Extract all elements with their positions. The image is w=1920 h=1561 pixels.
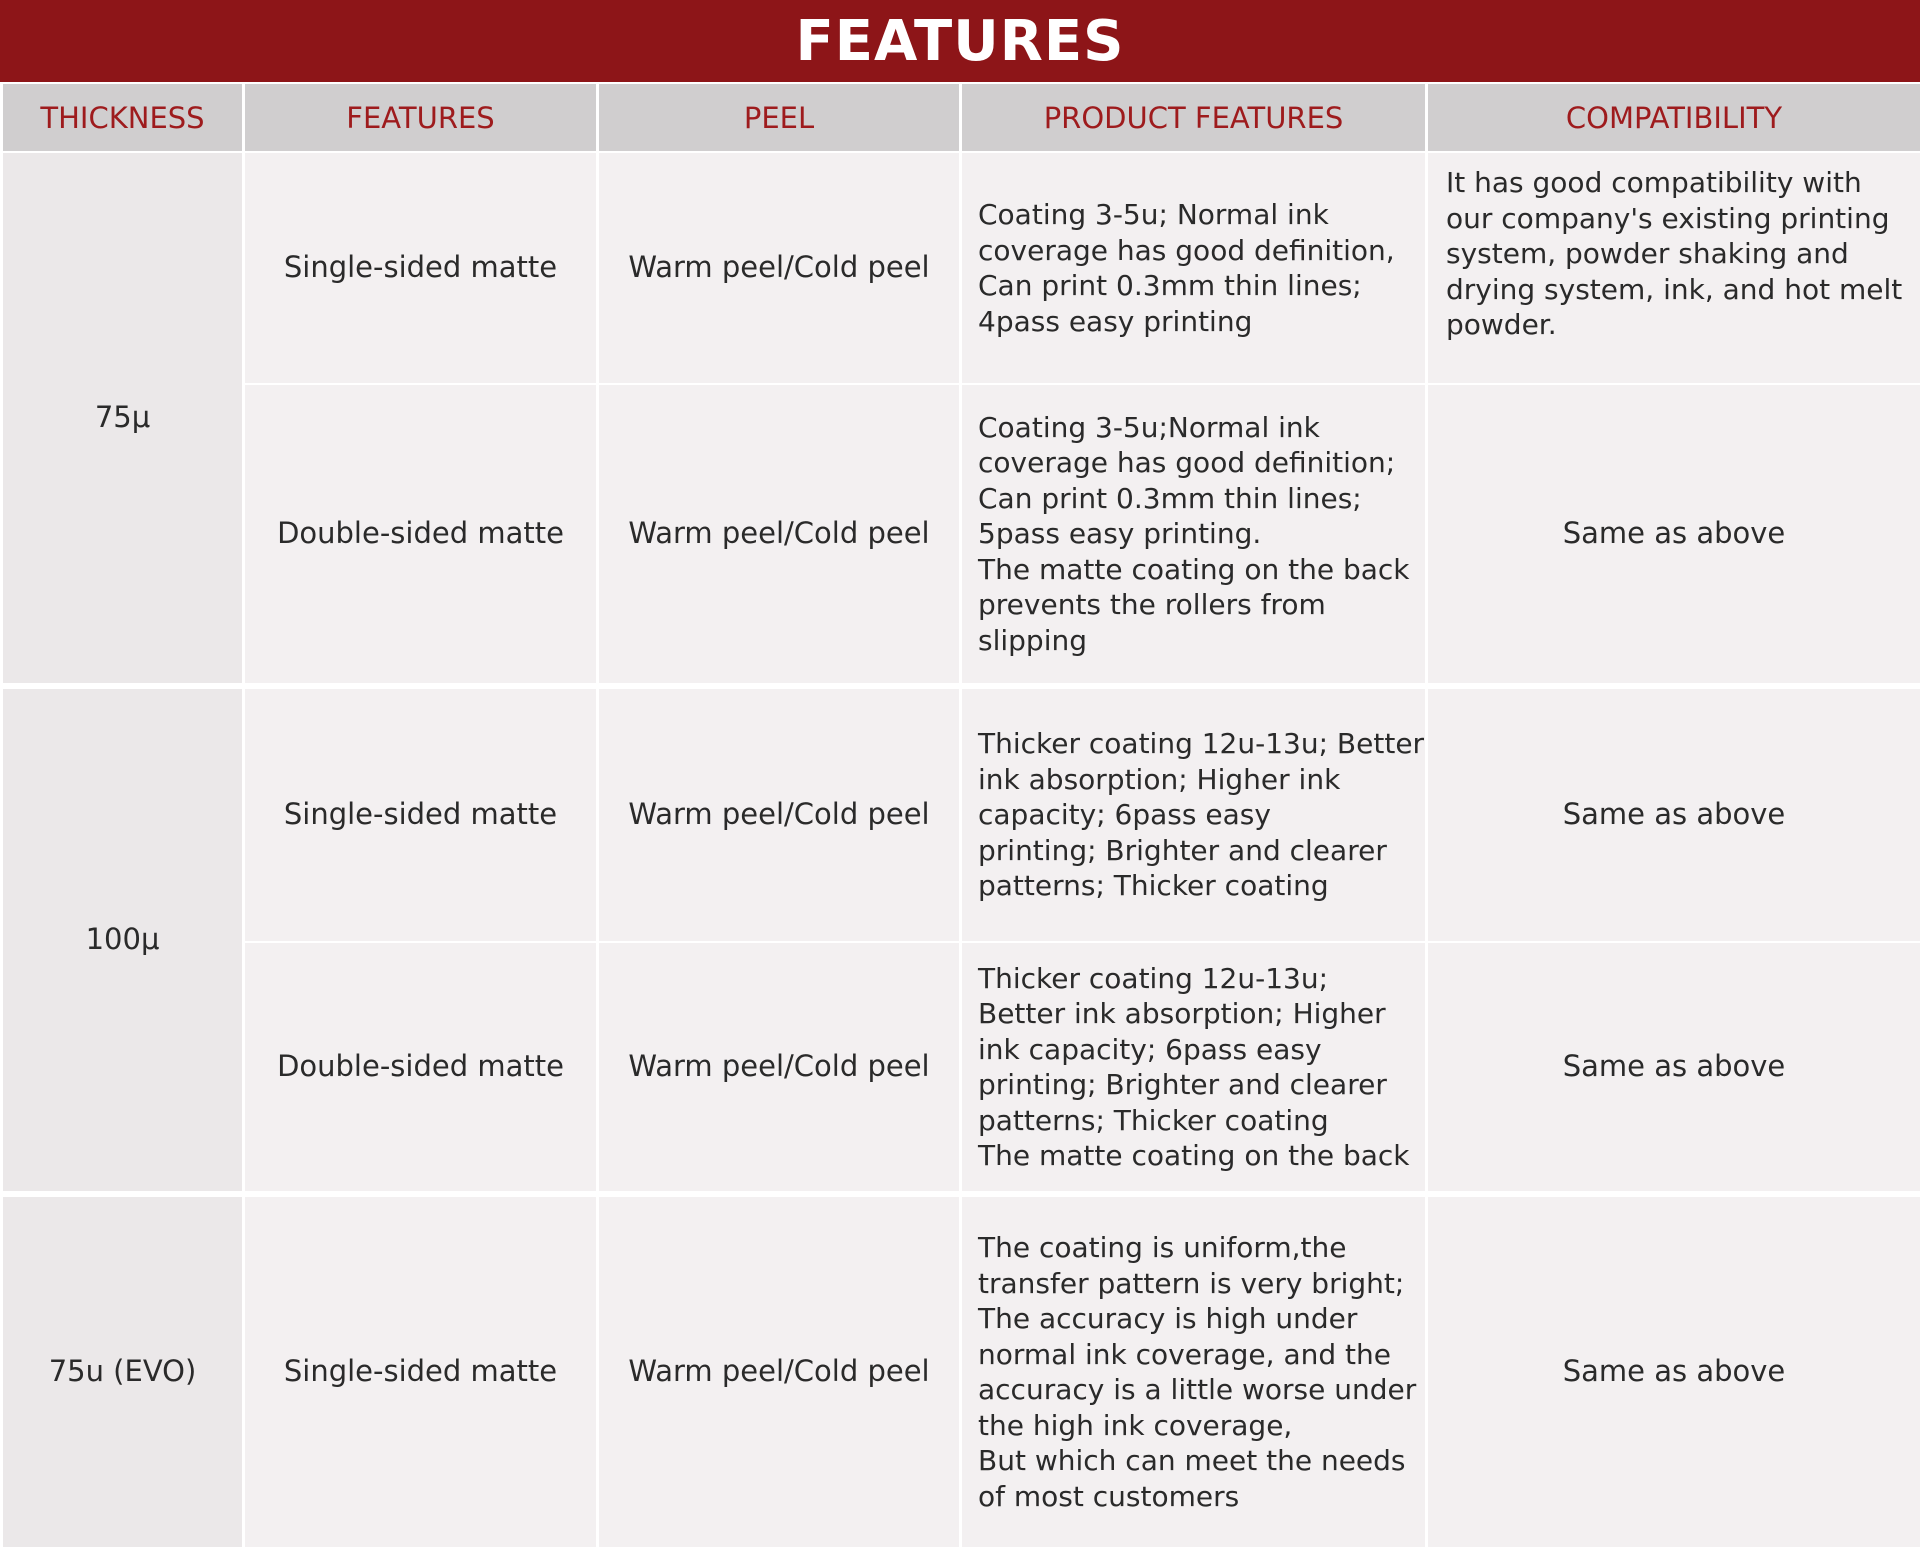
page-title-banner <box>0 0 1920 82</box>
compatibility-line: system, powder shaking and <box>1446 237 1849 270</box>
table-row <box>2 384 1920 686</box>
product-line: printing; Brighter and clearer <box>978 833 1387 867</box>
product-line: transfer pattern is very bright; <box>978 1266 1405 1300</box>
header-features: FEATURES <box>244 84 598 152</box>
product-line: patterns; Thicker coating <box>978 1103 1329 1137</box>
header-product-features: PRODUCT FEATURES <box>961 84 1427 152</box>
product-line: printing; Brighter and clearer <box>978 1068 1387 1101</box>
product-line: capacity; 6pass easy <box>978 798 1271 832</box>
thickness-cell: 100μ <box>2 686 244 1194</box>
product-line: slipping <box>978 623 1087 657</box>
peel-cell: Warm peel/Cold peel <box>598 384 961 686</box>
product-line: 5pass easy printing. <box>978 517 1262 551</box>
feature-cell: Double-sided matte <box>244 942 598 1194</box>
product-features-cell <box>961 152 1427 384</box>
peel-cell: Warm peel/Cold peel <box>598 152 961 384</box>
product-features-cell <box>961 384 1427 686</box>
product-line: Thicker coating 12u-13u; Better <box>978 727 1425 761</box>
compatibility-cell: Same as above <box>1427 384 1920 686</box>
table-row <box>2 1194 1920 1548</box>
product-line: normal ink coverage, and the <box>978 1337 1391 1371</box>
product-line: Better ink absorption; Higher <box>978 997 1386 1030</box>
feature-cell: Single-sided matte <box>244 1194 598 1548</box>
product-line: 4pass easy printing <box>978 304 1253 338</box>
feature-cell: Single-sided matte <box>244 686 598 942</box>
thickness-cell: 75u (EVO) <box>2 1194 244 1548</box>
product-line: Coating 3-5u; Normal ink <box>978 198 1329 231</box>
product-line: the high ink coverage, <box>978 1408 1293 1442</box>
product-line: of most customers <box>978 1479 1240 1513</box>
peel-cell: Warm peel/Cold peel <box>598 942 961 1194</box>
compatibility-cell: Same as above <box>1427 942 1920 1194</box>
compatibility-line: drying system, ink, and hot melt <box>1446 272 1903 306</box>
table-row <box>2 942 1920 1194</box>
product-features-cell <box>961 686 1427 942</box>
product-features-cell <box>961 942 1427 1194</box>
page-title: FEATURES <box>795 8 1125 74</box>
peel-cell: Warm peel/Cold peel <box>598 686 961 942</box>
compatibility-cell: Same as above <box>1427 1194 1920 1548</box>
product-line: patterns; Thicker coating <box>978 869 1329 903</box>
feature-cell: Double-sided matte <box>244 384 598 686</box>
compatibility-line: It has good compatibility with <box>1446 166 1862 199</box>
product-features-cell <box>961 1194 1427 1548</box>
product-line: Can print 0.3mm thin lines; <box>978 269 1362 302</box>
product-line: prevents the rollers from <box>978 588 1326 622</box>
header-thickness: THICKNESS <box>2 84 244 152</box>
compatibility-cell: Same as above <box>1427 686 1920 942</box>
product-line: But which can meet the needs <box>978 1444 1406 1477</box>
product-line: The matte coating on the back <box>978 1139 1410 1172</box>
compatibility-line: our company's existing printing <box>1446 201 1890 235</box>
product-line: accuracy is a little worse under <box>978 1373 1417 1406</box>
product-line: ink absorption; Higher ink <box>978 762 1341 796</box>
product-line: Thicker coating 12u-13u; <box>978 961 1329 995</box>
product-line: coverage has good definition, <box>978 233 1395 267</box>
product-line: The accuracy is high under <box>978 1302 1358 1335</box>
table-row <box>2 686 1920 942</box>
product-line: ink capacity; 6pass easy <box>978 1032 1322 1066</box>
feature-cell: Single-sided matte <box>244 152 598 384</box>
features-table <box>0 84 1920 1549</box>
product-line: The matte coating on the back <box>978 552 1410 586</box>
peel-cell: Warm peel/Cold peel <box>598 1194 961 1548</box>
product-line: Can print 0.3mm thin lines; <box>978 481 1362 515</box>
header-compatibility: COMPATIBILITY <box>1427 84 1920 152</box>
product-line: coverage has good definition; <box>978 446 1396 480</box>
compatibility-line: powder. <box>1446 308 1557 341</box>
header-peel: PEEL <box>598 84 961 152</box>
product-line: Coating 3-5u;Normal ink <box>978 410 1320 444</box>
table-header-row <box>2 84 1920 152</box>
compatibility-cell <box>1427 152 1920 384</box>
product-line: The coating is uniform,the <box>978 1231 1347 1264</box>
table-row <box>2 152 1920 384</box>
thickness-cell: 75μ <box>2 152 244 686</box>
